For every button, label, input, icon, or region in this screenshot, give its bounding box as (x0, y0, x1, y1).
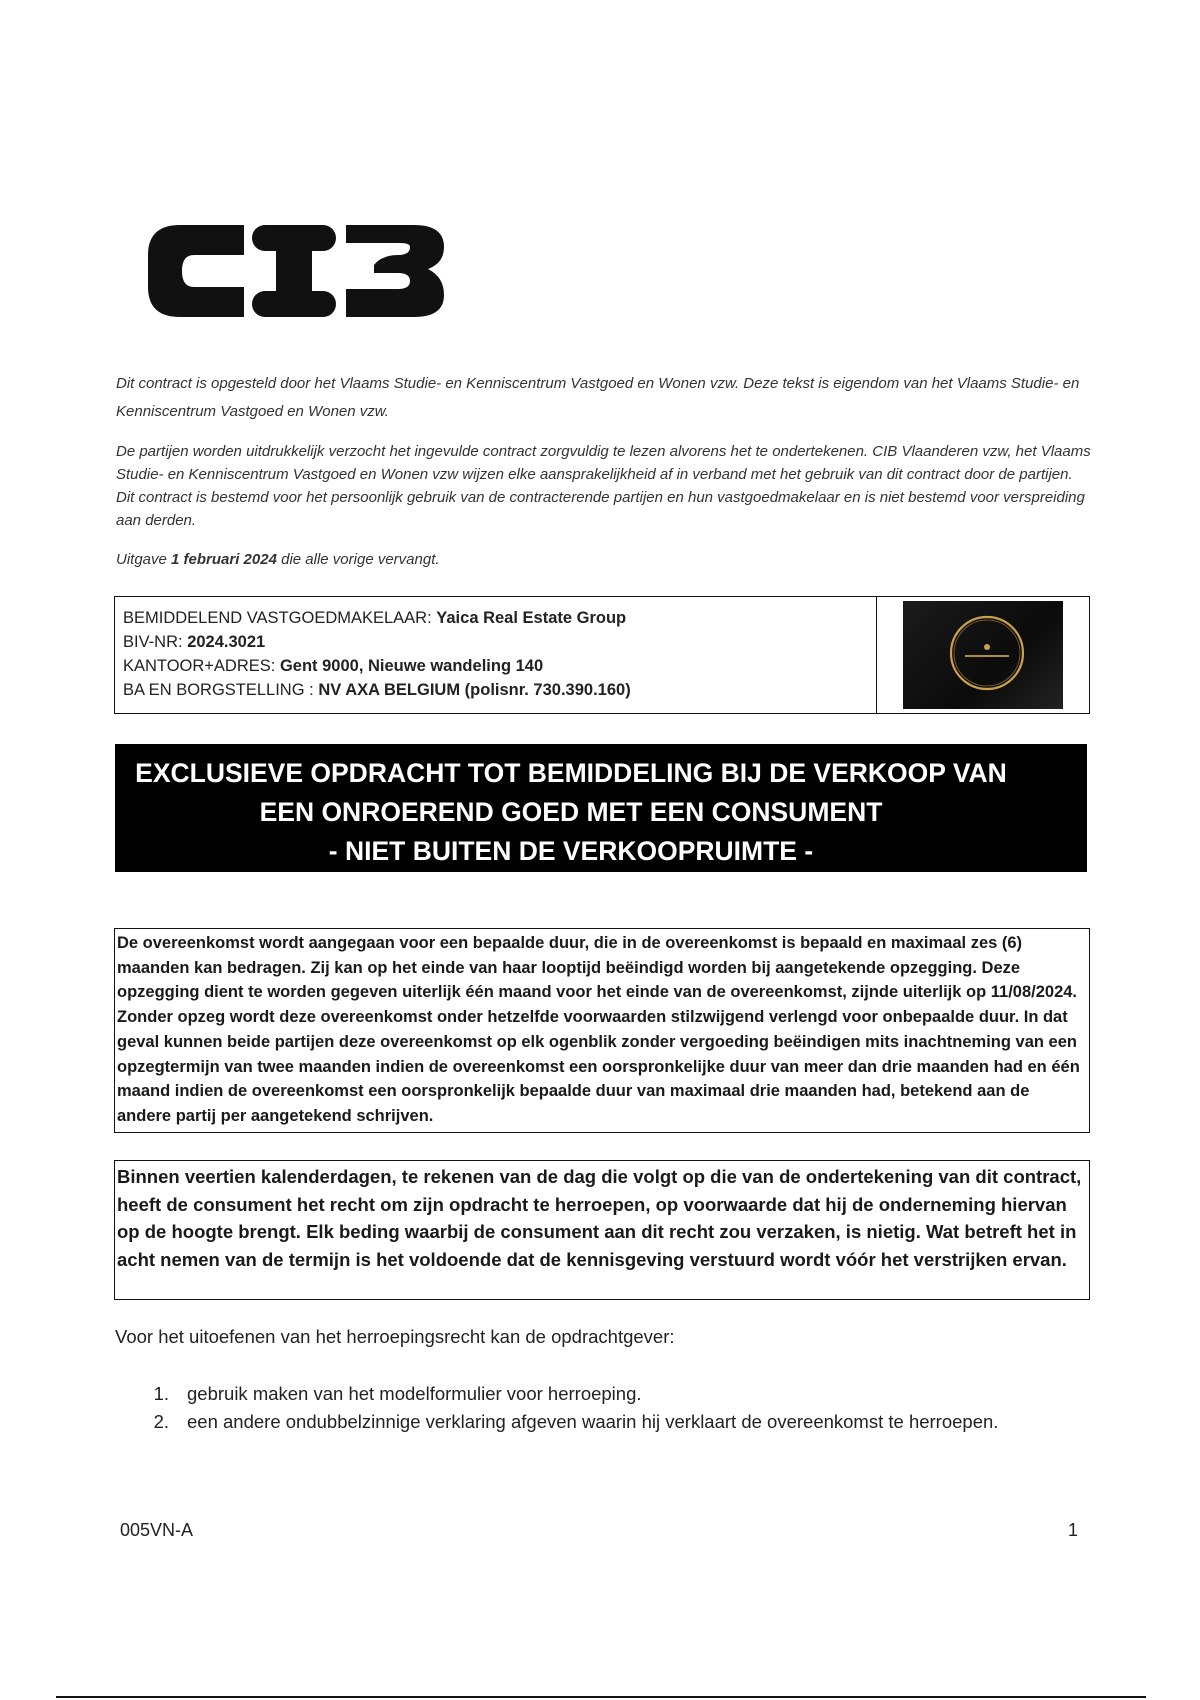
broker-office-row (123, 654, 868, 678)
withdrawal-intro: Voor het uitoefenen van het herroepingsrecht kan de opdrachtgever: (115, 1326, 675, 1347)
title-line-1: EXCLUSIEVE OPDRACHT TOT BEMIDDELING BIJ DE VERKOOP VAN (135, 758, 1007, 788)
broker-insurance-value: NV AXA BELGIUM (polisnr. 730.390.160) (318, 681, 631, 699)
title-line-2: EEN ONROEREND GOED MET EEN CONSUMENT (259, 797, 883, 827)
list-item (115, 1408, 1095, 1436)
duration-clause-box (114, 928, 1090, 1133)
contract-title-banner (115, 744, 1087, 872)
broker-name-value: Yaica Real Estate Group (436, 609, 627, 627)
ownership-notice (116, 370, 1092, 426)
ownership-text: Dit contract is opgesteld door het Vlaams Studie- en Kenniscentrum Vastgoed en Wonen vzw. Deze tekst is eigendom van het Vlaams Studie- en Kenniscentrum Vastgoed en Wonen vzw. (116, 375, 1080, 420)
list-item-text: een andere ondubbelzinnige verklaring afgeven waarin hij verklaart de overeenkomst te herroepen. (187, 1411, 999, 1432)
duration-clause-text: De overeenkomst wordt aangegaan voor een bepaalde duur, die in de overeenkomst is bepaald en maximaal zes (6) maanden kan bedragen. Zij kan op het einde van haar looptijd beëindigd worden bij aangetekende opzegging. Deze opzegging dient te worden gegeven uiterlijk één maand voor het einde van de overeenkomst, zijnde uiterlijk op 11/08/2024. Zonder opzeg wordt deze overeenkomst onder hetzelfde voorwaarden stilzwijgend verlengd voor onbepaalde duur. In dat geval kunnen beide partijen deze overeenkomst op elk ogenblik zonder vergoeding beëindigen mits inachtneming van een opzegtermijn van twee maanden indien de overeenkomst een oorspronkelijke duur van meer dan drie maanden had en één maand indien de overeenkomst een oorspronkelijk bepaalde duur van maximaal drie maanden had, betekend aan de andere partij per aangetekend schrijven. (117, 934, 1080, 1125)
withdrawal-clause-box (114, 1160, 1090, 1300)
list-item (115, 1380, 1095, 1408)
page-number: 1 (1068, 1520, 1079, 1540)
broker-info-box (114, 596, 1090, 714)
broker-details (115, 597, 876, 713)
bottom-divider (56, 1696, 1146, 1698)
broker-name-row (123, 606, 868, 630)
edition-prefix: Uitgave (116, 551, 172, 568)
broker-office-value: Gent 9000, Nieuwe wandeling 140 (279, 657, 544, 675)
broker-office-label: KANTOOR+ADRES: (123, 657, 280, 675)
broker-name-label: BEMIDDELEND VASTGOEDMAKELAAR: (123, 609, 437, 627)
broker-logo-image (903, 601, 1063, 709)
title-line-3: - NIET BUITEN DE VERKOOPRUIMTE - (328, 836, 814, 866)
list-item-number: 2. (153, 1411, 169, 1432)
gold-ring-icon (903, 601, 1063, 709)
broker-biv-row (123, 630, 868, 654)
withdrawal-options-list (115, 1380, 1095, 1436)
broker-biv-value: 2024.3021 (187, 633, 266, 651)
list-item-text: gebruik maken van het modelformulier voor herroeping. (187, 1383, 642, 1404)
disclaimer-text: De partijen worden uitdrukkelijk verzocht het ingevulde contract zorgvuldig te lezen alvorens het te ondertekenen. CIB Vlaanderen vzw, het Vlaams Studie- en Kenniscentrum Vastgoed en Wonen vzw wijzen elke aansprakelijkheid af in verband met het gebruik van dit contract door de partijen. Dit contract is bestemd voor het persoonlijk gebruik van de contracterende partijen en hun vastgoedmakelaar en is niet bestemd voor verspreiding aan derden. (116, 443, 1091, 529)
document-code: 005VN-A (120, 1520, 194, 1540)
edition-line (116, 548, 1092, 572)
withdrawal-clause-text: Binnen veertien kalenderdagen, te rekenen van de dag die volgt op die van de ondertekening van dit contract, heeft de consument het recht om zijn opdracht te herroepen, op voorwaarde dat hij de onderneming hiervan op de hoogte brengt. Elk beding waarbij de consument aan dit recht zou verzaken, is nietig. Wat betreft het in acht nemen van de termijn is het voldoende dat de kennisgeving verstuurd wordt vóór het verstrijken ervan. (117, 1166, 1082, 1270)
broker-biv-label: BIV-NR: (123, 633, 188, 651)
edition-date: 1 februari 2024 (171, 551, 277, 568)
broker-insurance-label: BA EN BORGSTELLING : (123, 681, 319, 699)
broker-insurance-row (123, 678, 868, 702)
cib-logo-mark (148, 225, 444, 317)
edition-notice (116, 548, 1092, 572)
disclaimer-notice (116, 440, 1092, 532)
cib-logo (148, 225, 444, 317)
broker-logo-cell (876, 597, 1089, 713)
list-item-number: 1. (153, 1383, 169, 1404)
edition-suffix: die alle vorige vervangt. (276, 551, 440, 568)
